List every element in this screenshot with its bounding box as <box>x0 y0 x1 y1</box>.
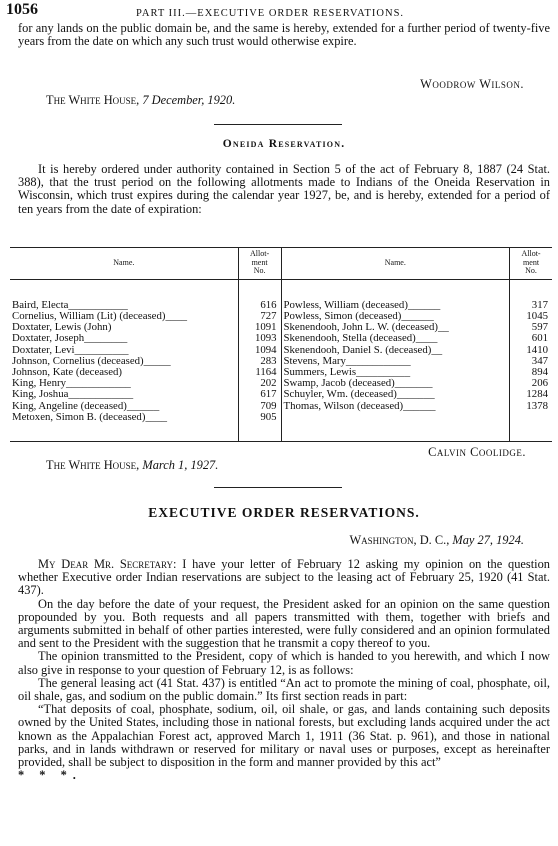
letter-para-2: On the day before the date of your request, the President asked for an opinion on the same question propounded by you. Both requests and all papers transmitted with them, together with briefs and arguments submitted in behalf of other parties interested, were fully considered and an opinion formulated and sent to the President with the suggestion that he transmit a copy thereof to you. <box>18 596 550 651</box>
leader-dots: ______ <box>401 309 434 322</box>
leader-dots: _____ <box>143 354 171 367</box>
allotment-number: 601 <box>510 333 552 344</box>
salutation: My Dear Mr. Secretary: <box>38 557 177 571</box>
allottee-name: Johnson, Kate (deceased) <box>12 366 123 378</box>
leader-dots: _______ <box>394 377 433 390</box>
col-allotment-right-l3: No. <box>525 266 537 276</box>
leader-dots: ____ <box>145 410 168 423</box>
coolidge-date: March 1, 1927. <box>142 458 219 472</box>
table-row <box>10 412 552 423</box>
col-name-left: Name. <box>10 248 238 280</box>
allotment-table-body <box>10 279 552 441</box>
oneida-order-text: It is hereby ordered under authority contained in Section 5 of the act of February 8, 1887 (24 Stat. 388), that the trust period on the following allotments made to Indians of the Oneida Reservation in Wisconsin, which trust expires during the calendar year 1927, be, and is hereby, extended for a period of ten years from the date of expiration: <box>18 162 550 216</box>
allotment-number: 617 <box>238 389 281 400</box>
allotment-number: 1378 <box>510 401 552 412</box>
wilson-dateline <box>46 94 558 107</box>
leader-dots: ____ <box>165 309 188 322</box>
allottee-name: Cornelius, William (Lit) (deceased) <box>12 309 166 322</box>
wilson-date: 7 December, 1920. <box>142 93 236 107</box>
page-number: 1056 <box>6 1 38 18</box>
leader-dots: __________ <box>74 343 129 356</box>
letter-para-4: The general leasing act (41 Stat. 437) is entitled “An act to promote the mining of coal, phosphate, oil, oil shale, gas, and sodium on the public domain.” Its first section reads in part: <box>18 675 550 704</box>
allottee-name: King, Angeline (deceased) <box>12 399 127 412</box>
allotment-number: 709 <box>238 401 281 412</box>
allottee-name: Skenendooh, Daniel S. (deceased) <box>283 343 432 356</box>
allottee-name: Doxtater, Joseph <box>12 332 85 345</box>
allotment-number: 894 <box>510 367 552 378</box>
col-allotment-right-l1: Allot- <box>521 249 541 258</box>
allottee-name: Doxtater, Lewis (John) <box>12 321 112 334</box>
letter-para-1-text: I have your letter of February 12 asking my opinion on the question whether Executive order Indian reservations are subject to the leasing act of February 25, 1920 (41 Stat. 437). <box>18 557 550 598</box>
eor-heading: EXECUTIVE ORDER RESERVATIONS. <box>148 505 420 520</box>
letter-para-1 <box>18 558 550 598</box>
allottee-name: Powless, William (deceased) <box>283 298 408 311</box>
allotment-number: 1093 <box>238 333 281 344</box>
leader-dots: ______ <box>126 399 160 412</box>
coolidge-place: The White House, <box>46 458 140 472</box>
allottee-name: Skenendooh, John L. W. (deceased) <box>283 321 438 334</box>
leader-dots: ________ <box>84 332 128 345</box>
leader-dots: ___________ <box>68 298 128 311</box>
allottee-name: Stevens, Mary <box>283 354 346 367</box>
letter-para-3: The opinion transmitted to the President, copy of which is handed to you herewith, and which I now also give in response to your question of February 12, is as follows: <box>18 649 550 677</box>
allotment-number: 202 <box>238 378 281 389</box>
oneida-heading-block <box>18 137 550 151</box>
col-allotment-left-l2: ment <box>251 257 268 267</box>
running-title: PART III.—EXECUTIVE ORDER RESERVATIONS. <box>136 8 405 19</box>
allottee-name: King, Henry <box>12 377 66 390</box>
allottee-name: Johnson, Cornelius (deceased) <box>12 354 144 367</box>
leader-dots: ______ <box>403 399 436 412</box>
leader-dots: ____ <box>415 332 438 345</box>
allotment-number: 283 <box>238 356 281 367</box>
allotment-number: 1091 <box>238 322 281 333</box>
statute-quote: “That deposits of coal, phosphate, sodium, oil, oil shale, or gas, and lands containing such deposits owned by the United States, including those in national forests, but excluding lands acquired under the act known as the Appalachian Forest act, approved March 1, 1911 (36 Stat. p. 961), and those in national parks, and in lands withdrawn or reserved for military or naval uses or purposes, except as hereinafter provided, shall be subject to disposition in the form and manner provided by this act” <box>18 702 550 770</box>
leader-dots: ____________ <box>65 377 131 390</box>
continuation-text: for any lands on the public domain be, and the same is hereby, extended for a further period of twenty-five years from the date on which any such trust would otherwise expire. <box>18 21 550 49</box>
allotment-number: 347 <box>510 356 552 367</box>
allotment-number: 597 <box>510 322 552 333</box>
oneida-heading: Oneida Reservation. <box>222 138 346 150</box>
leader-dots: __________ <box>356 366 411 378</box>
allottee-name: Doxtater, Levi <box>12 343 75 356</box>
allottee-name: Metoxen, Simon B. (deceased) <box>12 410 146 423</box>
eor-dateline <box>18 534 550 547</box>
allotment-number <box>510 412 552 423</box>
leader-dots: ____________ <box>68 388 134 401</box>
allotment-number: 1045 <box>510 311 552 322</box>
allotment-number: 1284 <box>510 389 552 400</box>
col-name-right: Name. <box>281 248 510 280</box>
table-bottom-row <box>10 423 552 442</box>
col-allotment-right <box>510 248 552 280</box>
letter-body <box>18 558 550 782</box>
allotment-number: 905 <box>238 412 281 423</box>
col-allotment-left <box>238 248 281 280</box>
leader-dots: ______ <box>407 298 441 311</box>
table-spacer-row <box>10 279 552 300</box>
leader-dots: __ <box>431 343 443 356</box>
leader-dots: ____________ <box>345 354 411 367</box>
allottee-name: Baird, Electa <box>12 298 69 311</box>
allotment-number: 616 <box>238 300 281 311</box>
col-allotment-right-l2: ment <box>523 257 540 267</box>
allotment-number: 206 <box>510 378 552 389</box>
running-header <box>6 3 552 21</box>
leader-dots: __ <box>437 321 449 334</box>
allottee-name: Powless, Simon (deceased) <box>283 309 402 322</box>
allottee-name: Summers, Lewis <box>283 366 357 378</box>
section-divider <box>214 124 342 125</box>
wilson-place: The White House, <box>46 93 140 107</box>
wilson-signature: Woodrow Wilson. <box>420 77 524 91</box>
eor-place: Washington, D. C., <box>349 533 450 547</box>
allottee-name: Swamp, Jacob (deceased) <box>283 377 395 390</box>
allotment-right-name <box>281 412 510 423</box>
eor-date: May 27, 1924. <box>452 533 524 547</box>
allotment-number: 317 <box>510 300 552 311</box>
col-allotment-left-l1: Allot- <box>250 249 270 258</box>
allotment-table <box>10 247 552 442</box>
wilson-signature-block <box>18 78 550 91</box>
allottee-name: King, Joshua <box>12 388 69 401</box>
allottee-name: Schuyler, Wm. (deceased) <box>283 388 397 401</box>
allotment-number: 1094 <box>238 345 281 356</box>
allotment-number: 1164 <box>238 367 281 378</box>
eor-heading-block <box>18 506 550 520</box>
leader-dots: _______ <box>396 388 435 401</box>
continuation-block <box>18 22 550 48</box>
col-allotment-left-l3: No. <box>253 266 266 276</box>
allotment-right-name <box>281 401 510 412</box>
ellipsis-stars: * * *. <box>18 768 82 783</box>
oneida-order-block <box>18 163 550 216</box>
section-divider-2 <box>214 487 342 488</box>
allottee-name: Skenendooh, Stella (deceased) <box>283 332 416 345</box>
coolidge-dateline <box>46 459 558 472</box>
coolidge-signature: Calvin Coolidge. <box>428 445 526 459</box>
allotment-left-name <box>10 412 238 423</box>
allotment-number: 1410 <box>510 345 552 356</box>
allottee-name: Thomas, Wilson (deceased) <box>283 399 404 412</box>
allotment-table-header <box>10 248 552 280</box>
allotment-number: 727 <box>238 311 281 322</box>
